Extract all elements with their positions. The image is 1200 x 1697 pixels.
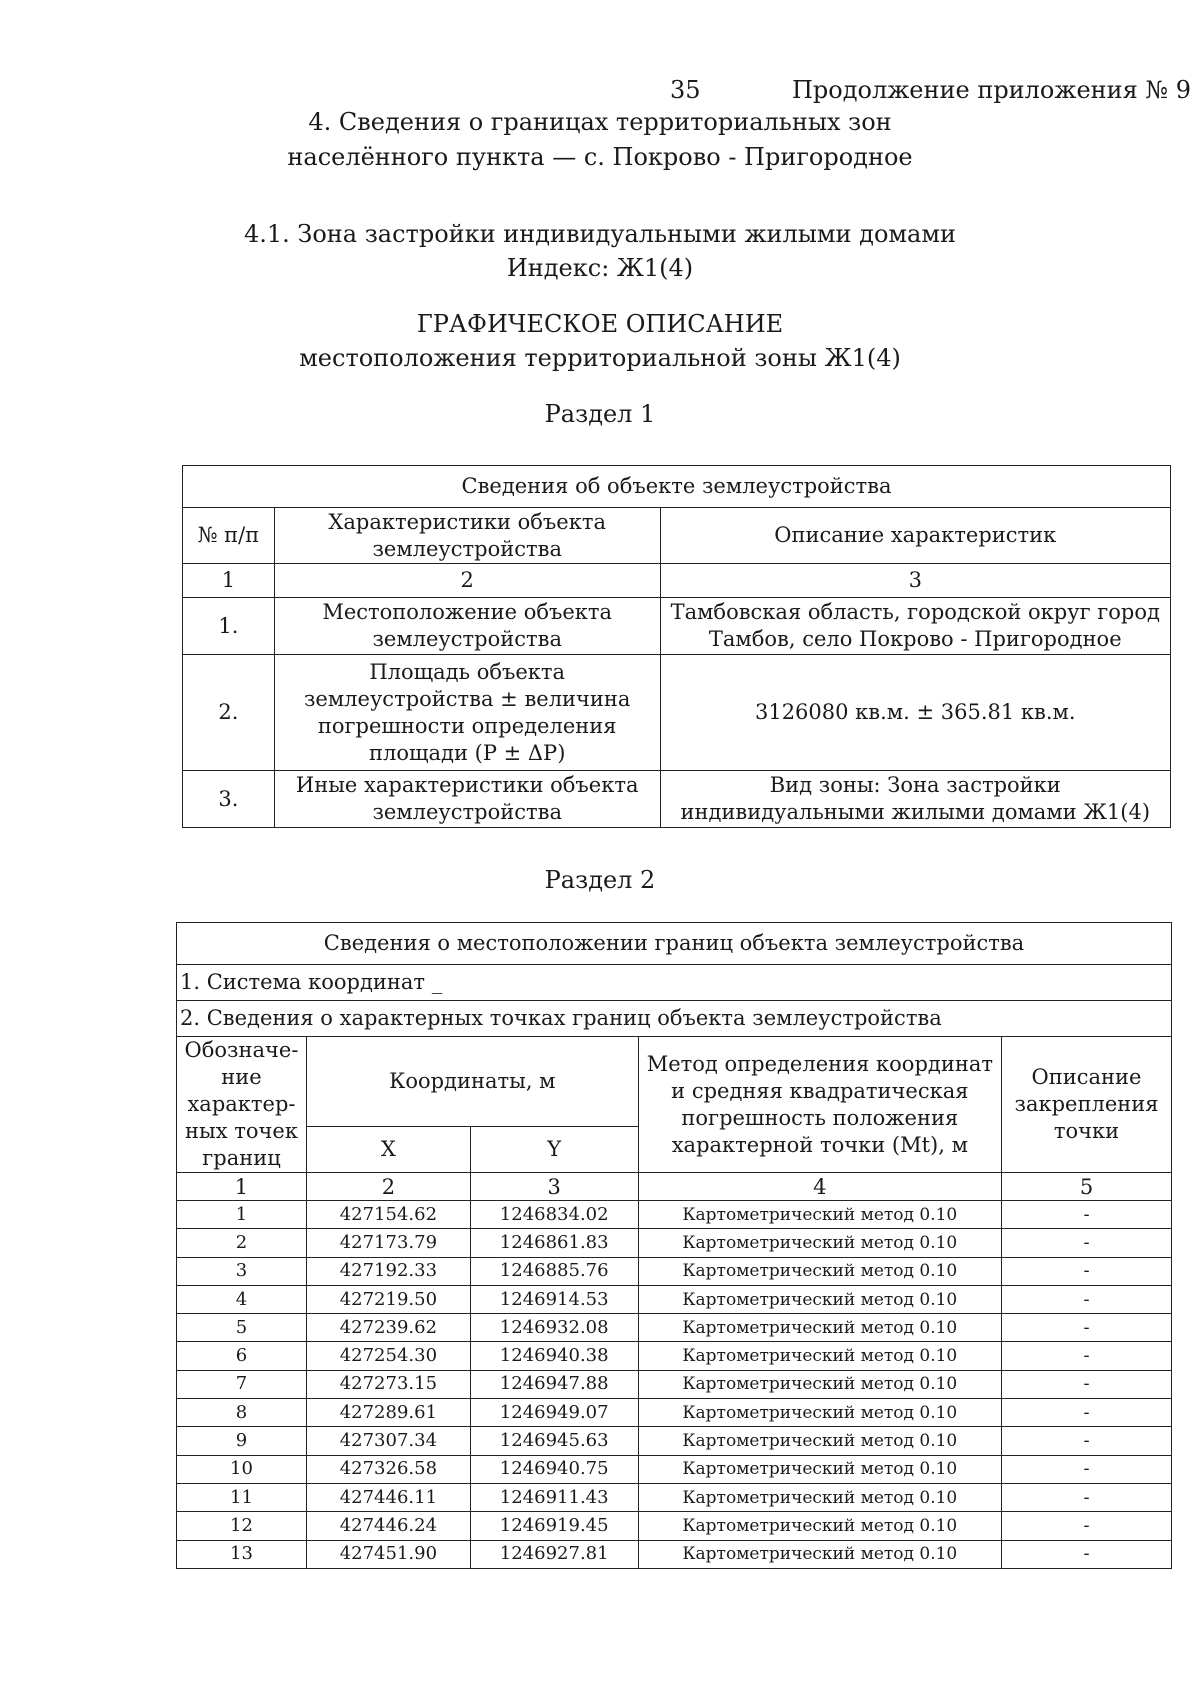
point-fixing: - (1002, 1399, 1172, 1427)
table-row (177, 1370, 1172, 1398)
point-x: 427173.79 (306, 1229, 470, 1257)
table2-colnum-4: 4 (638, 1173, 1001, 1201)
table2-title: Сведения о местоположении границ объекта землеустройства (177, 923, 1172, 965)
table-row (177, 1427, 1172, 1455)
point-y: 1246885.76 (470, 1257, 638, 1285)
point-x: 427451.90 (306, 1540, 470, 1568)
table-row (177, 1257, 1172, 1285)
table-row (177, 1342, 1172, 1370)
point-fixing: - (1002, 1285, 1172, 1313)
row-number: 1. (183, 598, 275, 655)
point-id: 7 (177, 1370, 307, 1398)
table2-col-y: Y (470, 1127, 638, 1173)
point-fixing: - (1002, 1427, 1172, 1455)
table2-col-fixing: Описание закрепления точки (1002, 1037, 1172, 1173)
point-y: 1246919.45 (470, 1512, 638, 1540)
table2-colnum-1: 1 (177, 1173, 307, 1201)
point-y: 1246940.75 (470, 1455, 638, 1483)
point-method: Картометрический метод 0.10 (638, 1399, 1001, 1427)
table-row (177, 1314, 1172, 1342)
table1-col-number: № п/п (183, 508, 275, 564)
row-characteristic: Местоположение объекта землеустройства (274, 598, 660, 655)
point-id: 6 (177, 1342, 307, 1370)
point-x: 427307.34 (306, 1427, 470, 1455)
point-method: Картометрический метод 0.10 (638, 1285, 1001, 1313)
point-y: 1246927.81 (470, 1540, 638, 1568)
settlement-heading: населённого пункта — с. Покрово - Пригородное (287, 143, 913, 171)
zone-index: Индекс: Ж1(4) (506, 254, 694, 282)
object-info-table (182, 465, 1171, 828)
point-fixing: - (1002, 1229, 1172, 1257)
point-method: Картометрический метод 0.10 (638, 1427, 1001, 1455)
row-description: Тамбовская область, городской округ город Тамбов, село Покрово - Пригородное (660, 598, 1170, 655)
page-number: 35 (670, 76, 701, 104)
point-id: 5 (177, 1314, 307, 1342)
point-y: 1246949.07 (470, 1399, 638, 1427)
row-characteristic: Иные характеристики объекта землеустройства (274, 771, 660, 828)
point-y: 1246945.63 (470, 1427, 638, 1455)
location-subtitle: местоположения территориальной зоны Ж1(4) (299, 344, 901, 372)
point-id: 4 (177, 1285, 307, 1313)
table1-col-description: Описание характеристик (660, 508, 1170, 564)
table-row (177, 1540, 1172, 1568)
point-y: 1246932.08 (470, 1314, 638, 1342)
point-x: 427239.62 (306, 1314, 470, 1342)
point-y: 1246940.38 (470, 1342, 638, 1370)
table-row (183, 598, 1171, 655)
point-y: 1246911.43 (470, 1483, 638, 1511)
point-id: 11 (177, 1483, 307, 1511)
table2-col-point: Обозначе-ние характер-ных точек границ (177, 1037, 307, 1173)
row-characteristic: Площадь объекта землеустройства ± величина погрешности определения площади (Р ± ΔР) (274, 655, 660, 771)
point-method: Картометрический метод 0.10 (638, 1314, 1001, 1342)
row-description: Вид зоны: Зона застройки индивидуальными жилыми домами Ж1(4) (660, 771, 1170, 828)
appendix-continuation: Продолжение приложения № 9 (792, 76, 1192, 104)
point-x: 427326.58 (306, 1455, 470, 1483)
point-fixing: - (1002, 1314, 1172, 1342)
table-row (177, 1201, 1172, 1229)
table2-col-x: X (306, 1127, 470, 1173)
point-x: 427154.62 (306, 1201, 470, 1229)
zone-heading: 4.1. Зона застройки индивидуальными жилыми домами (243, 220, 957, 248)
table-row (177, 1483, 1172, 1511)
point-y: 1246834.02 (470, 1201, 638, 1229)
point-fixing: - (1002, 1455, 1172, 1483)
point-x: 427446.24 (306, 1512, 470, 1540)
row-number: 2. (183, 655, 275, 771)
table1-colnum-2: 2 (274, 564, 660, 598)
table1-title: Сведения об объекте землеустройства (183, 466, 1171, 508)
point-x: 427219.50 (306, 1285, 470, 1313)
point-id: 1 (177, 1201, 307, 1229)
section-2-label: Раздел 2 (544, 866, 656, 894)
table-row (177, 1399, 1172, 1427)
point-x: 427446.11 (306, 1483, 470, 1511)
section-1-label: Раздел 1 (544, 400, 656, 428)
point-id: 3 (177, 1257, 307, 1285)
point-method: Картометрический метод 0.10 (638, 1455, 1001, 1483)
point-x: 427254.30 (306, 1342, 470, 1370)
point-id: 9 (177, 1427, 307, 1455)
point-method: Картометрический метод 0.10 (638, 1540, 1001, 1568)
boundary-points-table (176, 922, 1172, 1569)
point-y: 1246947.88 (470, 1370, 638, 1398)
point-id: 2 (177, 1229, 307, 1257)
point-fixing: - (1002, 1342, 1172, 1370)
point-x: 427192.33 (306, 1257, 470, 1285)
table1-colnum-1: 1 (183, 564, 275, 598)
table2-colnum-2: 2 (306, 1173, 470, 1201)
table1-col-characteristics: Характеристики объекта землеустройства (274, 508, 660, 564)
table2-colnum-5: 5 (1002, 1173, 1172, 1201)
table-row (183, 655, 1171, 771)
point-fixing: - (1002, 1540, 1172, 1568)
table-row (183, 771, 1171, 828)
point-method: Картометрический метод 0.10 (638, 1257, 1001, 1285)
table-row (177, 1512, 1172, 1540)
point-method: Картометрический метод 0.10 (638, 1512, 1001, 1540)
table2-col-coordinates: Координаты, м (306, 1037, 638, 1127)
coordinate-system: 1. Система координат _ (177, 965, 1172, 1001)
point-fixing: - (1002, 1512, 1172, 1540)
point-y: 1246861.83 (470, 1229, 638, 1257)
characteristic-points-info: 2. Сведения о характерных точках границ объекта землеустройства (177, 1001, 1172, 1037)
point-method: Картометрический метод 0.10 (638, 1229, 1001, 1257)
point-fixing: - (1002, 1257, 1172, 1285)
point-y: 1246914.53 (470, 1285, 638, 1313)
point-id: 13 (177, 1540, 307, 1568)
point-id: 10 (177, 1455, 307, 1483)
table2-colnum-3: 3 (470, 1173, 638, 1201)
row-number: 3. (183, 771, 275, 828)
point-method: Картометрический метод 0.10 (638, 1483, 1001, 1511)
table2-col-method: Метод определения координат и средняя квадратическая погрешность положения характерной точки (Mt), м (638, 1037, 1001, 1173)
point-fixing: - (1002, 1370, 1172, 1398)
section-heading: 4. Сведения о границах территориальных зон (308, 108, 892, 136)
point-method: Картометрический метод 0.10 (638, 1342, 1001, 1370)
point-id: 12 (177, 1512, 307, 1540)
point-method: Картометрический метод 0.10 (638, 1201, 1001, 1229)
point-id: 8 (177, 1399, 307, 1427)
graphic-description-title: ГРАФИЧЕСКОЕ ОПИСАНИЕ (416, 310, 784, 338)
point-fixing: - (1002, 1201, 1172, 1229)
row-description: 3126080 кв.м. ± 365.81 кв.м. (660, 655, 1170, 771)
table-row (177, 1285, 1172, 1313)
point-method: Картометрический метод 0.10 (638, 1370, 1001, 1398)
point-x: 427289.61 (306, 1399, 470, 1427)
table-row (177, 1455, 1172, 1483)
point-fixing: - (1002, 1483, 1172, 1511)
table1-colnum-3: 3 (660, 564, 1170, 598)
table-row (177, 1229, 1172, 1257)
point-x: 427273.15 (306, 1370, 470, 1398)
